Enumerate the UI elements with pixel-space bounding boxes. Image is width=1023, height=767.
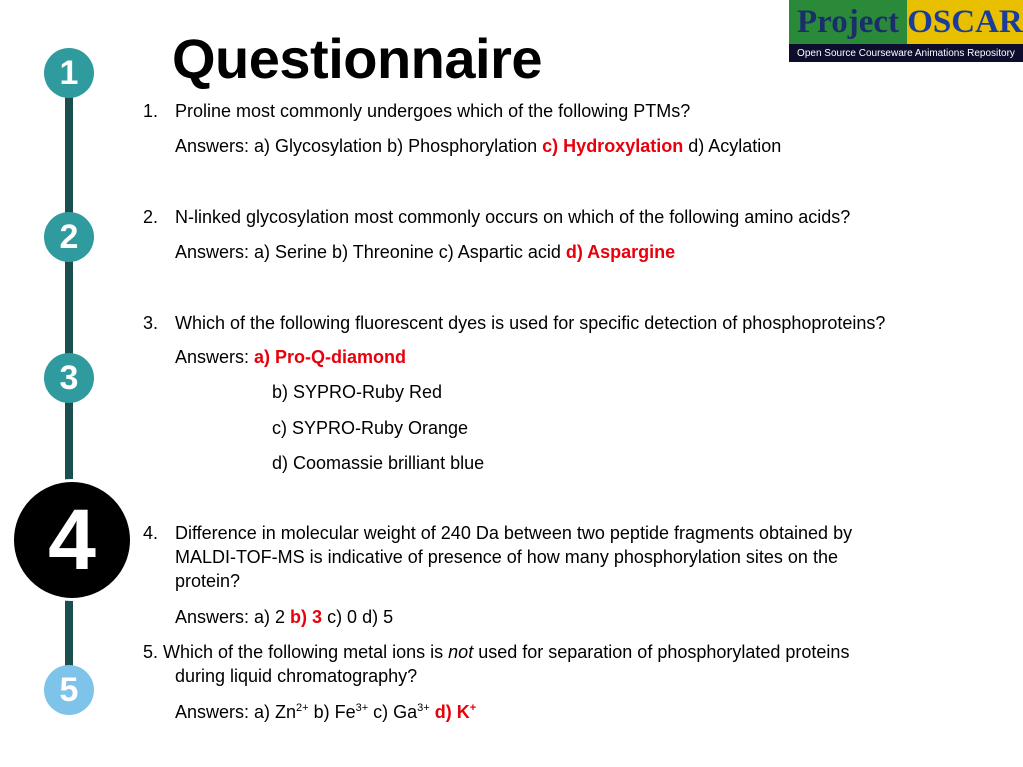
step-1-badge[interactable]: 1 — [44, 48, 94, 98]
q1-correct-answer: c) Hydroxylation — [542, 136, 684, 156]
q5-answer-a: Answers: a) Zn — [175, 702, 297, 722]
q5-question-post: used for separation of phosphorylated proteins — [473, 642, 850, 662]
q2-question: N-linked glycosylation most commonly occurs on which of the following amino acids? — [175, 207, 851, 227]
step-3-badge[interactable]: 3 — [44, 353, 94, 403]
q5-answer-b-charge: 3+ — [355, 702, 369, 714]
step-4-badge-current[interactable]: 4 — [11, 479, 133, 601]
q1-answers-prefix: Answers: a) Glycosylation b) Phosphorylation — [175, 136, 543, 156]
q1-answers-suffix: d) Acylation — [683, 136, 782, 156]
q3-correct-answer: a) Pro-Q-diamond — [254, 347, 407, 367]
logo-word-project: Project — [789, 0, 907, 44]
q4-answers-prefix: Answers: a) 2 — [175, 607, 291, 627]
q3-question: Which of the following fluorescent dyes is used for specific detection of phosphoproteins? — [175, 313, 886, 333]
q3-option-d: d) Coomassie brilliant blue — [272, 453, 485, 473]
q2-answers — [175, 240, 675, 264]
q4-answers-suffix: c) 0 d) 5 — [322, 607, 394, 627]
logo-word-oscar: OSCAR — [907, 0, 1023, 44]
page-title: Questionnaire — [172, 27, 543, 90]
q5-answer-b: b) Fe — [308, 702, 356, 722]
q5-answer-c: c) Ga — [368, 702, 418, 722]
q3-option-c: c) SYPRO-Ruby Orange — [272, 418, 469, 438]
q5-answers — [175, 700, 476, 724]
q5-correct-answer-charge: + — [469, 702, 477, 714]
logo-subtitle: Open Source Courseware Animations Repository — [789, 44, 1023, 62]
q4-number: 4. — [143, 523, 159, 543]
q4-correct-answer: b) 3 — [290, 607, 323, 627]
q5-question-line2: during liquid chromatography? — [175, 666, 418, 686]
q4-question-line2: MALDI-TOF-MS is indicative of presence of how many phosphorylation sites on the — [175, 547, 838, 567]
q2-answers-prefix: Answers: a) Serine b) Threonine c) Aspartic acid — [175, 242, 566, 262]
q5-answer-a-charge: 2+ — [296, 702, 309, 714]
q5-number: 5. — [143, 642, 159, 662]
q4-answers — [175, 605, 393, 629]
q3-answers-prefix: Answers: — [175, 347, 255, 367]
q5-answer-c-charge: 3+ — [417, 702, 430, 714]
q3-number: 3. — [143, 313, 159, 333]
q2-correct-answer: d) Aspargine — [565, 242, 676, 262]
q5-question-pre: Which of the following metal ions is — [163, 642, 449, 662]
q1-number: 1. — [143, 101, 159, 121]
project-oscar-logo — [789, 0, 1023, 62]
step-5-badge[interactable]: 5 — [44, 665, 94, 715]
q1-answers — [175, 134, 781, 158]
q5-question — [143, 640, 849, 664]
q3-option-b: b) SYPRO-Ruby Red — [272, 382, 443, 402]
step-2-badge[interactable]: 2 — [44, 212, 94, 262]
q4-question-line3: protein? — [175, 571, 241, 591]
q3-answers — [175, 345, 406, 369]
q1-question: Proline most commonly undergoes which of the following PTMs? — [175, 101, 691, 121]
q4-question-line1: Difference in molecular weight of 240 Da between two peptide fragments obtained by — [175, 523, 853, 543]
q5-question-emphasis: not — [448, 642, 474, 662]
q2-number: 2. — [143, 207, 159, 227]
q5-correct-answer: d) K — [434, 702, 470, 722]
